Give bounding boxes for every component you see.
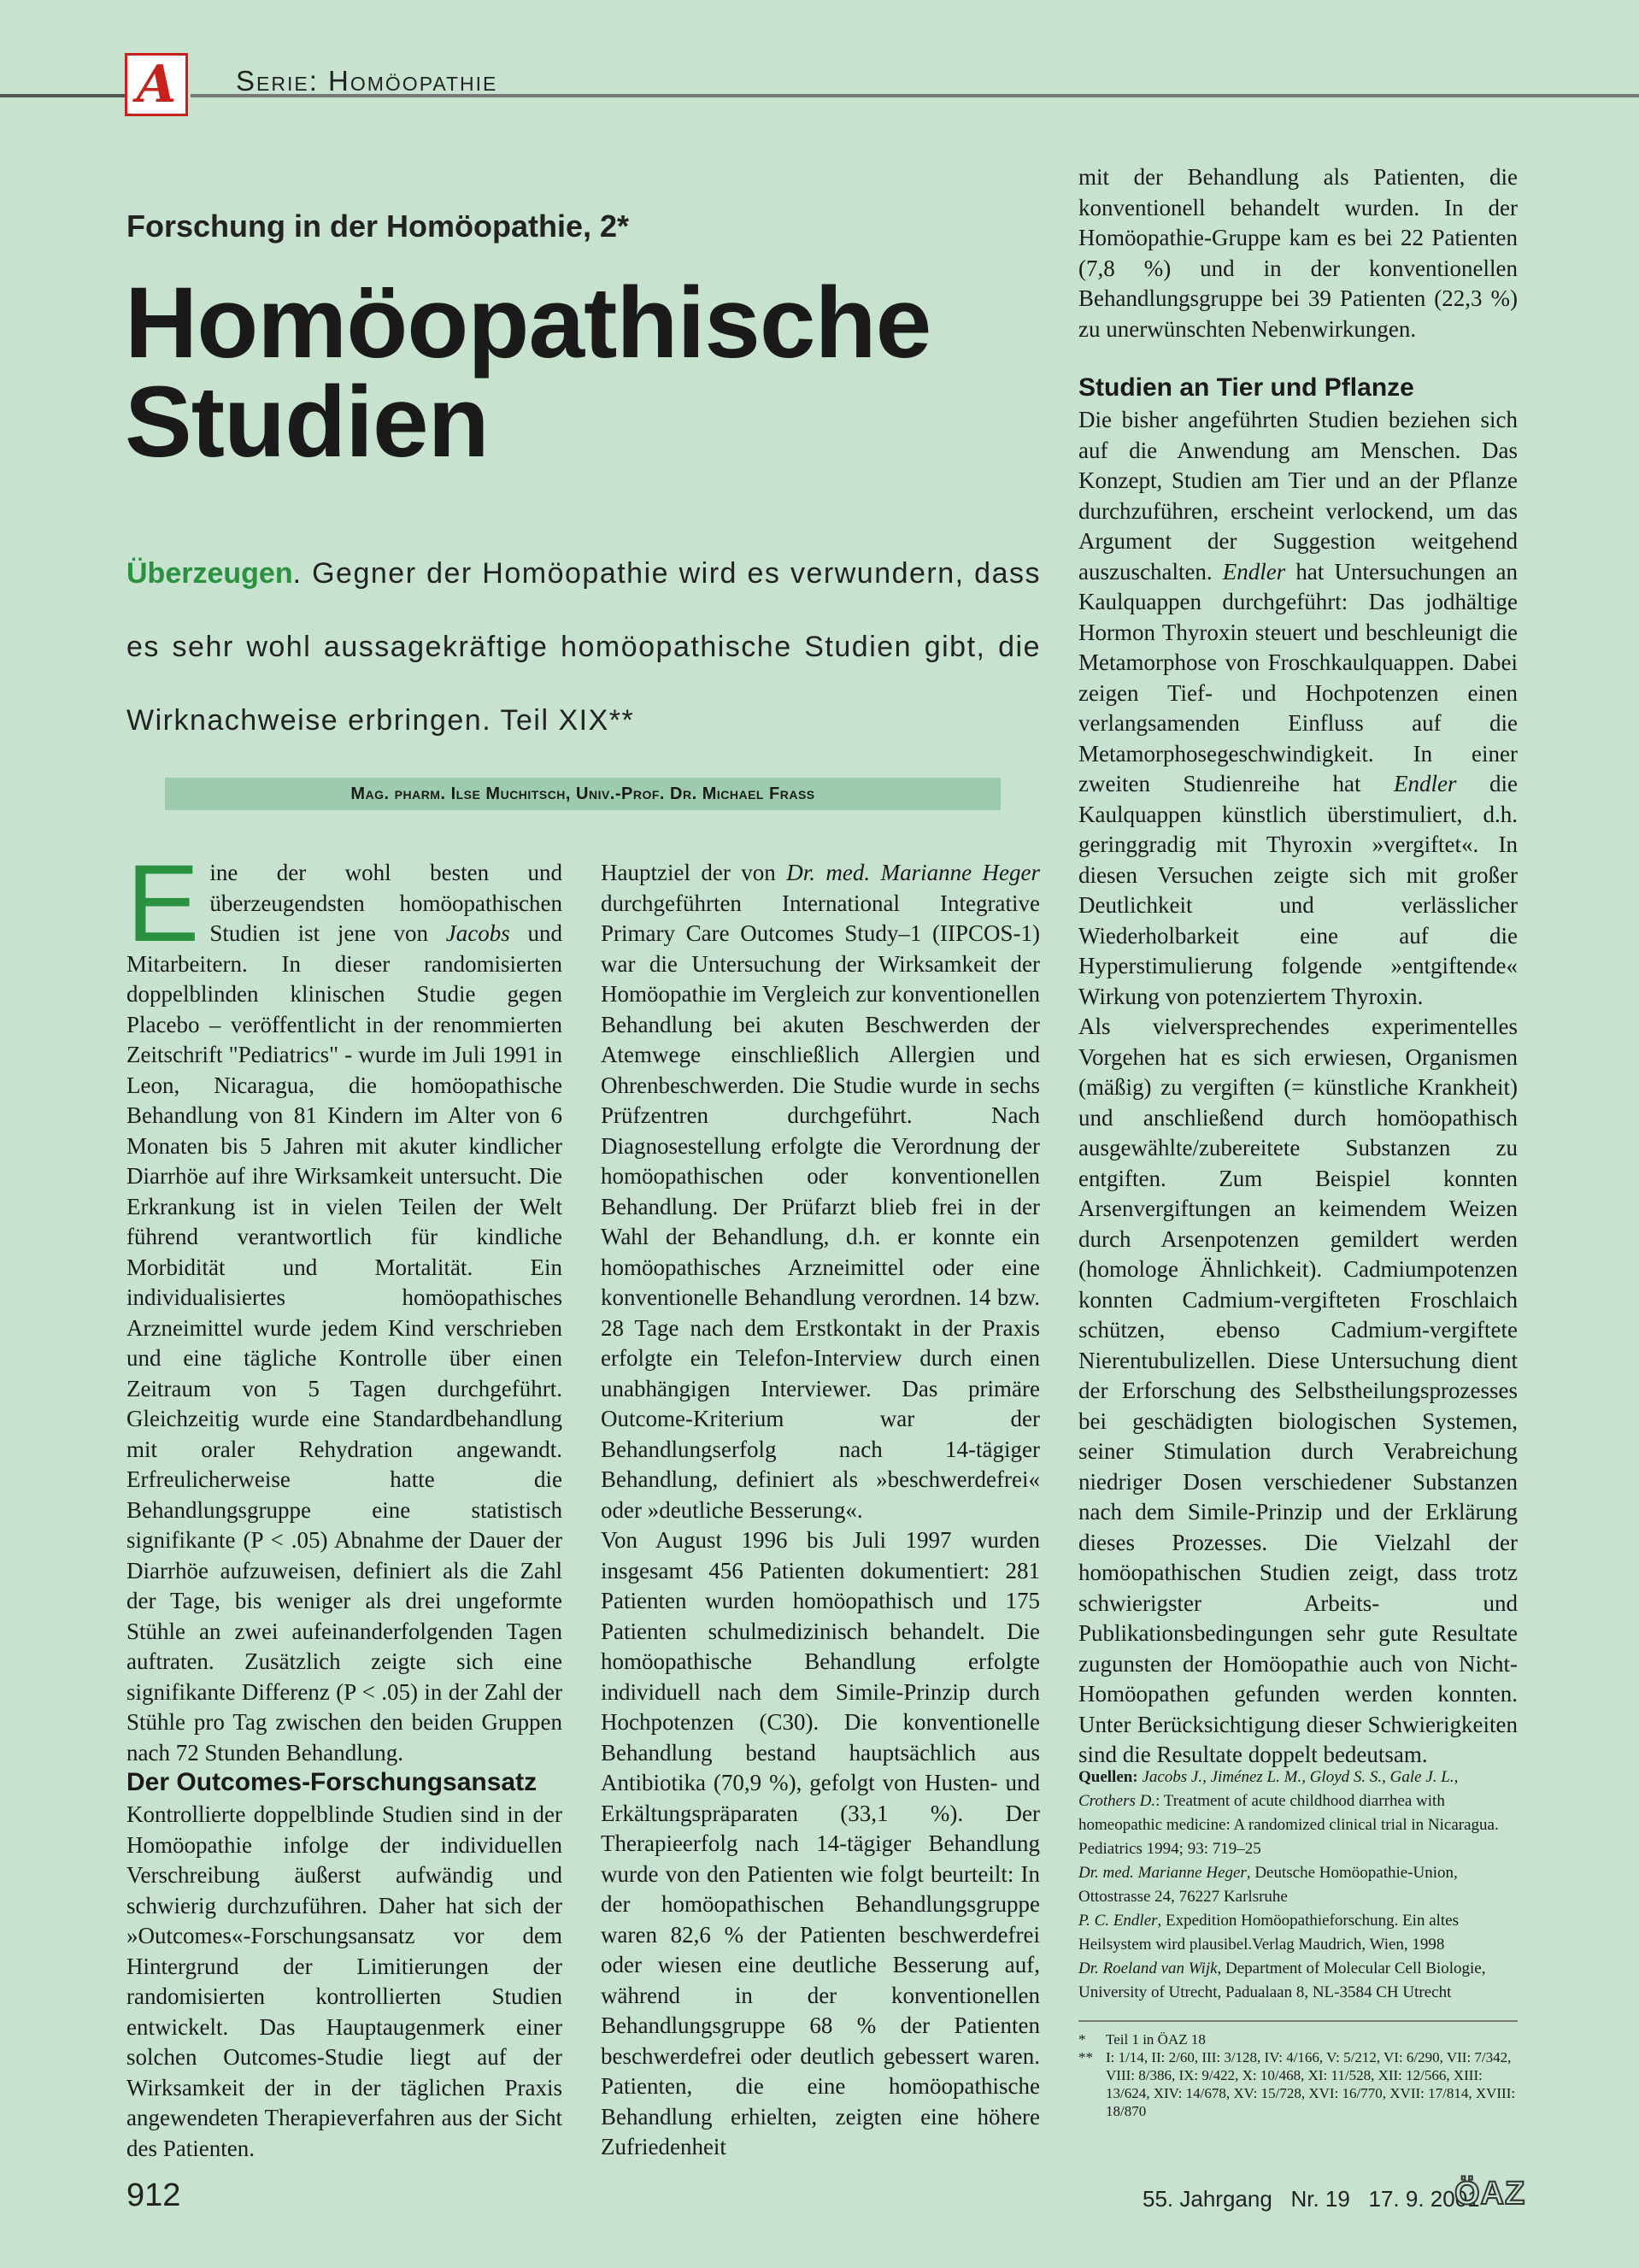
issue-info: 55. Jahrgang Nr. 19 17. 9. 2001 [1143, 2186, 1480, 2212]
source-4-author: Dr. Roeland van Wijk [1078, 1960, 1218, 1977]
col2-p1-text-b: durchgeführten International Integrative Primary Care Outcomes Study–1 (IIPCOS-1) war die Untersuchung der Wirksamkeit der Homöopathie im Vergleich zur konventionellen Behandlung bei akuten Beschwerden der Atemwege einschließlich Allergien und Ohrenbeschwerden. Die Studie wurde in sechs Prüfzentren durchgeführt. Nach Diagnosestellung erfolgte die Verordnung der homöopathischen oder konventionellen Behandlung. Der Prüfarzt blieb frei in der Wahl der Behandlung, d.h. er konnte ein homöopathisches Arzneimittel oder eine konventionelle Behandlung verordnen. 14 bzw. 28 Tage nach dem Erstkontakt in der Praxis erfolgte ein Telefon-Interview durch einen unabhängigen Interviewer. Das primäre Outcome-Kriterium war der Behandlungserfolg nach 14-tägiger Behandlung, definiert als »beschwerdefrei« oder »deutliche Besserung«. [601, 890, 1040, 1523]
column-3-body [1078, 405, 1518, 1771]
source-3-author: P. C. Endler [1078, 1912, 1158, 1930]
sources-label: Quellen: [1078, 1768, 1138, 1786]
source-1-text: : Treatment of acute childhood diarrhea with homeopathic medicine: A randomized clinical trial in Nicaragua. Pediatrics 1994; 93: 719–25 [1078, 1792, 1499, 1858]
col2-p1-text-a: Hauptziel der von [601, 860, 787, 885]
footnote-2-mark: ** [1078, 2049, 1093, 2065]
apotheke-logo-icon [125, 53, 188, 116]
sources [1078, 1766, 1518, 2005]
source-4-text: , Department of Molecular Cell Biologie, University of Utrecht, Padualaan 8, NL-3584 CH Utrecht [1078, 1960, 1486, 2001]
col3-p1-text-b: hat Untersuchungen an Kaulquappen durchgeführt: Das jodhältige Hormon Thyroxin steuert und beschleunigt die Metamorphose von Froschkaulquappen. Dabei zeigen Tief- und Hochpotenzen einen verlangsamenden Einfluss auf die Metamorphosegeschwindigkeit. In einer zweiten Studienreihe hat [1078, 558, 1519, 796]
footnote-2 [1078, 2048, 1518, 2120]
lead-highlight: Überzeugen [126, 557, 293, 590]
lead-paragraph [126, 537, 1041, 757]
logo-letter: A [136, 55, 177, 115]
footnote-1-text: Teil 1 in ÖAZ 18 [1106, 2031, 1206, 2048]
title-line-2: Studien [125, 366, 489, 479]
kicker: Forschung in der Homöopathie, 2* [126, 209, 630, 244]
source-2-text: , Deutsche Homöopathie-Union, Ottostrasse 24, 76227 Karlsruhe [1078, 1864, 1458, 1906]
col3-p1-italic-1: Endler [1222, 558, 1286, 585]
source-2-author: Dr. med. Marianne Heger [1078, 1864, 1247, 1882]
col3-paragraph-1 [1078, 405, 1518, 1012]
page-number: 912 [126, 2177, 181, 2213]
source-1-authors: Jacobs J., Jiménez L. M., Gloyd S. S., Gale J. L., Crothers D. [1078, 1768, 1459, 1810]
subhead-outcomes: Der Outcomes-Forschungsansatz [126, 1768, 538, 1796]
subhead-tier-pflanze: Studien an Tier und Pflanze [1078, 373, 1414, 402]
footnote-1-mark: * [1078, 2031, 1086, 2048]
footnote-divider [1078, 2020, 1518, 2022]
source-3 [1078, 1909, 1518, 1957]
col1-p1-text-a: ine der wohl besten und überzeugendsten homöopathischen Studien ist jene von [209, 860, 562, 946]
col3-p1-text-a: Die bisher angeführten Studien beziehen sich auf die Anwendung am Menschen. Das Konzept, Studien am Tier und an der Pflanze durchzuführen, erscheint verlockend, um das Argument der Suggestion weitgehend auszuschalten. [1078, 407, 1518, 585]
col2-paragraph-1 [601, 858, 1040, 1525]
col1-paragraph-2: Kontrollierte doppelblinde Studien sind in der Homöopathie infolge der individuellen Verschreibung äußerst aufwändig und schwierig durchzuführen. Daher hat sich der »Outcomes«-Forschungsansatz vor dem Hintergrund der Limitierungen der randomisierten kontrollierten Studien entwickelt. Das Hauptaugenmerk einer solchen Outcomes-Studie liegt auf der Wirksamkeit der in der täglichen Praxis angewendeten Therapieverfahren aus der Sicht des Patienten. [126, 1801, 562, 2161]
footnote-1 [1078, 2030, 1518, 2048]
source-1 [1078, 1766, 1518, 1861]
footnotes [1078, 2030, 1518, 2120]
col1-p1-italic: Jacobs [445, 920, 510, 946]
col1-p1-text-b: und Mitarbeitern. In dieser randomisierten doppelblinden klinischen Studie gegen Placebo – veröffentlicht in der renommierten Zeitschrift "Pediatrics" - wurde im Juli 1991 in Leon, Nicaragua, die homöopathische Behandlung von 81 Kindern im Alter von 6 Monaten bis 5 Jahren mit akuter kindlicher Diarrhöe auf ihre Wirksamkeit untersucht. Die Erkrankung ist in vielen Teilen der Welt führend verantwortlich für kindliche Morbidität und Mortalität. Ein individualisiertes homöopathisches Arzneimittel wurde jedem Kind verschrieben und eine tägliche Kontrolle über einen Zeitraum von 5 Tagen durchgeführt. Gleichzeitig wurde eine Standardbehandlung mit oraler Rehydration angewandt. Erfreulicherweise hatte die Behandlungsgruppe eine statistisch signifikante (P < .05) Abnahme der Dauer der Diarrhöe aufzuweisen, definiert als die Zahl der Tage, bis weniger als drei ungeformte Stühle an zwei aufeinanderfolgenden Tagen auftraten. Zusätzlich zeigte sich eine signifikante Differenz (P < .05) in der Zahl der Stühle pro Tag zwischen den beiden Gruppen nach 72 Stunden Behandlung. [126, 920, 563, 1766]
source-3-text: , Expedition Homöopathieforschung. Ein altes Heilsystem wird plausibel.Verlag Maudrich, Wien, 1998 [1078, 1912, 1460, 1954]
col3-paragraph-2: Als vielversprechendes experimentelles Vorgehen hat es sich erwiesen, Organismen (mäßig) zu vergiften (= künstliche Krankheit) und anschließend durch homöopathisch ausgewählte/zubereitete Substanzen zu entgiften. Zum Beispiel konnten Arsenvergiftungen an keimendem Weizen durch Arsenpotenzen gemildert werden (homologe Ähnlichkeit). Cadmiumpotenzen konnten Cadmium-vergifteten Froschlaich schützen, ebenso Cadmium-vergiftete Nierentubulizellen. Diese Untersuchung dient der Erforschung des Selbstheilungsprozesses bei geschädigten biologischen Systemen, seiner Stimulation durch Verabreichung niedriger Dosen verschiedener Substanzen nach dem Simile-Prinzip und der Erklärung dieses Prozesses. Die Vielzahl der homöopathischen Studien zeigt, dass trotz schwierigster Arbeits- und Publikationsbedingungen sehr gute Resultate zugunsten der Homöopathie auch von Nicht-Homöopathen gefunden werden konnten. Unter Berücksichtigung dieser Schwierigkeiten sind die Resultate doppelt bedeutsam. [1078, 1014, 1518, 1767]
col1-paragraph-1 [126, 843, 563, 1768]
source-4 [1078, 1957, 1518, 2005]
footnote-2-text: I: 1/14, II: 2/60, III: 3/128, IV: 4/166, V: 5/212, VI: 6/290, VII: 7/342, VIII: 8/386, IX: 9/422, X: 10/468, XI: 11/528, XII: 12/566, XIII: 13/624, XIV: 14/678, XV: 15/728, XVI: 16/770, XVII: 17/814, XVIII: 18/870 [1106, 2049, 1516, 2119]
column-1-part-2 [126, 1800, 562, 2164]
lead-text: . Gegner der Homöopathie wird es verwundern, dass es sehr wohl aussagekräftige homöopathische Studien gibt, die Wirknachweise erbringen. Teil XIX** [126, 557, 1041, 737]
column-2 [601, 858, 1040, 2163]
drop-cap: E [126, 843, 200, 965]
col2-paragraph-2: Von August 1996 bis Juli 1997 wurden insgesamt 456 Patienten dokumentiert: 281 Patienten wurden homöopathisch und 175 Patienten schulmedizinisch behandelt. Die homöopathische Behandlung erfolgte individuell nach dem Simile-Prinzip durch Hochpotenzen (C30). Die konventionelle Behandlung bestand hauptsächlich aus Antibiotika (70,9 %), gefolgt von Husten- und Erkältungspräparaten (33,1 %). Der Therapieerfolg nach 14-tägiger Behandlung wurde von den Patienten wie folgt beurteilt: In der homöopathischen Behandlungsgruppe waren 82,6 % der Patienten beschwerdefrei oder wiesen eine deutliche Besserung auf, während in der konventionellen Behandlungsgruppe 68 % der Patienten beschwerdefrei oder deutlich gebessert waren. Patienten, die eine homöopathische Behandlung erhielten, zeigten eine höhere Zufriedenheit [601, 1527, 1040, 2159]
series-label: Serie: Homöopathie [236, 65, 498, 97]
source-2 [1078, 1861, 1518, 1909]
col3-p1-italic-2: Endler [1393, 771, 1457, 796]
col3-paragraph-top: mit der Behandlung als Patienten, die konventionell behandelt wurden. In der Homöopathie-Gruppe kam es bei 22 Patienten (7,8 %) und in der konventionellen Behandlungsgruppe bei 39 Patienten (22,3 %) zu unerwünschten Nebenwirkungen. [1078, 164, 1518, 342]
col2-p1-italic: Dr. med. Marianne Heger [786, 860, 1040, 885]
column-1 [126, 843, 563, 1768]
column-3-top [1078, 162, 1518, 344]
authors: Mag. pharm. Ilse Muchitsch, Univ.-Prof. Dr. Michael Frass [350, 784, 815, 803]
title-line-1: Homöopathische [125, 267, 931, 379]
author-bar [165, 778, 1001, 810]
oaz-logo: ÖAZ [1454, 2176, 1526, 2212]
col3-p1-text-c: die Kaulquappen künstlich überstimuliert, d.h. geringgradig mit Thyroxin »vergiftet«. In diesen Versuchen zeigte sich mit großer Deutlichkeit und verlässlicher Wiederholbarkeit eine auf die Hyperstimulierung folgende »entgiftende« Wirkung von potenziertem Thyroxin. [1078, 771, 1518, 1009]
header-rule-left [0, 94, 125, 97]
article-title [125, 267, 1022, 479]
